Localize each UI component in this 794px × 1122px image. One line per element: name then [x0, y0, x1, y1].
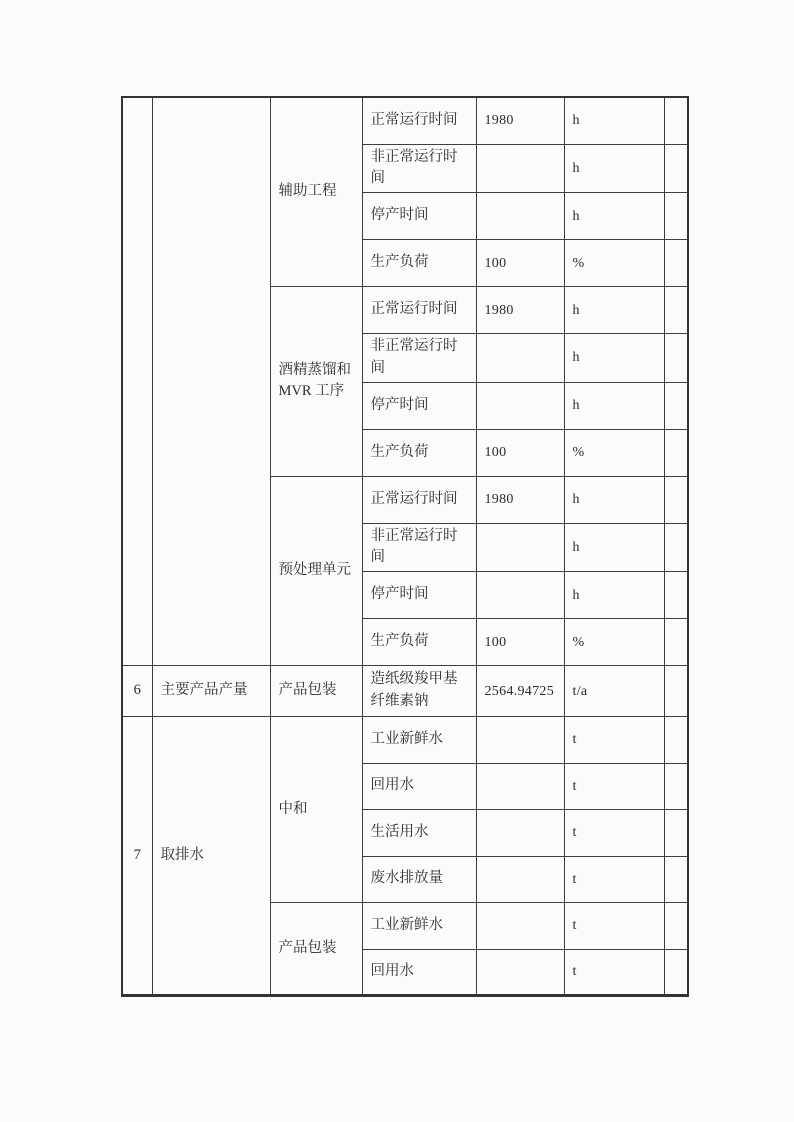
value-cell: 100	[476, 619, 564, 666]
value-cell	[476, 523, 564, 572]
blank-cell	[664, 144, 688, 193]
unit-cell: h	[564, 193, 664, 240]
row-number-cell: 6	[122, 666, 152, 717]
unit-cell: t	[564, 903, 664, 950]
item-cell: 生产负荷	[362, 619, 476, 666]
value-cell: 1980	[476, 287, 564, 334]
item-cell: 正常运行时间	[362, 476, 476, 523]
unit-cell: t	[564, 949, 664, 996]
process-unit-cell: 产品包装	[270, 903, 362, 996]
value-cell	[476, 856, 564, 903]
unit-cell: %	[564, 429, 664, 476]
table-row	[122, 97, 688, 144]
unit-cell: %	[564, 619, 664, 666]
value-cell	[476, 949, 564, 996]
category-cell	[152, 97, 270, 666]
blank-cell	[664, 903, 688, 950]
process-unit-cell: 酒精蒸馏和 MVR 工序	[270, 287, 362, 477]
table-row	[122, 717, 688, 764]
unit-cell: t/a	[564, 666, 664, 717]
blank-cell	[664, 334, 688, 383]
value-cell	[476, 763, 564, 810]
unit-cell: h	[564, 572, 664, 619]
item-cell: 停产时间	[362, 382, 476, 429]
blank-cell	[664, 476, 688, 523]
unit-cell: h	[564, 523, 664, 572]
unit-cell: t	[564, 763, 664, 810]
value-cell	[476, 382, 564, 429]
category-cell: 取排水	[152, 717, 270, 996]
value-cell: 1980	[476, 476, 564, 523]
value-cell	[476, 572, 564, 619]
item-cell: 停产时间	[362, 193, 476, 240]
item-cell: 非正常运行时间	[362, 144, 476, 193]
blank-cell	[664, 287, 688, 334]
blank-cell	[664, 949, 688, 996]
value-cell: 100	[476, 429, 564, 476]
blank-cell	[664, 429, 688, 476]
blank-cell	[664, 523, 688, 572]
blank-cell	[664, 97, 688, 144]
blank-cell	[664, 717, 688, 764]
unit-cell: h	[564, 97, 664, 144]
process-unit-cell: 辅助工程	[270, 97, 362, 287]
value-cell	[476, 193, 564, 240]
unit-cell: t	[564, 810, 664, 857]
item-cell: 停产时间	[362, 572, 476, 619]
item-cell: 工业新鲜水	[362, 717, 476, 764]
blank-cell	[664, 856, 688, 903]
row-number-cell: 7	[122, 717, 152, 996]
value-cell	[476, 903, 564, 950]
value-cell	[476, 810, 564, 857]
item-cell: 废水排放量	[362, 856, 476, 903]
value-cell	[476, 144, 564, 193]
item-cell: 生产负荷	[362, 240, 476, 287]
item-cell: 生活用水	[362, 810, 476, 857]
item-cell: 生产负荷	[362, 429, 476, 476]
value-cell	[476, 334, 564, 383]
value-cell: 1980	[476, 97, 564, 144]
item-cell: 造纸级羧甲基纤维素钠	[362, 666, 476, 717]
unit-cell: h	[564, 382, 664, 429]
blank-cell	[664, 810, 688, 857]
value-cell	[476, 717, 564, 764]
value-cell: 100	[476, 240, 564, 287]
blank-cell	[664, 193, 688, 240]
process-unit-cell: 产品包装	[270, 666, 362, 717]
row-number-cell	[122, 97, 152, 666]
unit-cell: h	[564, 287, 664, 334]
process-unit-cell: 预处理单元	[270, 476, 362, 666]
unit-cell: h	[564, 334, 664, 383]
blank-cell	[664, 382, 688, 429]
unit-cell: t	[564, 717, 664, 764]
item-cell: 工业新鲜水	[362, 903, 476, 950]
blank-cell	[664, 572, 688, 619]
table-row	[122, 666, 688, 717]
item-cell: 回用水	[362, 763, 476, 810]
category-cell: 主要产品产量	[152, 666, 270, 717]
production-data-table	[121, 96, 689, 997]
item-cell: 正常运行时间	[362, 97, 476, 144]
item-cell: 回用水	[362, 949, 476, 996]
value-cell: 2564.94725	[476, 666, 564, 717]
item-cell: 非正常运行时间	[362, 334, 476, 383]
item-cell: 正常运行时间	[362, 287, 476, 334]
unit-cell: h	[564, 476, 664, 523]
blank-cell	[664, 619, 688, 666]
item-cell: 非正常运行时间	[362, 523, 476, 572]
blank-cell	[664, 763, 688, 810]
blank-cell	[664, 666, 688, 717]
process-unit-cell: 中和	[270, 717, 362, 903]
unit-cell: %	[564, 240, 664, 287]
unit-cell: h	[564, 144, 664, 193]
blank-cell	[664, 240, 688, 287]
unit-cell: t	[564, 856, 664, 903]
